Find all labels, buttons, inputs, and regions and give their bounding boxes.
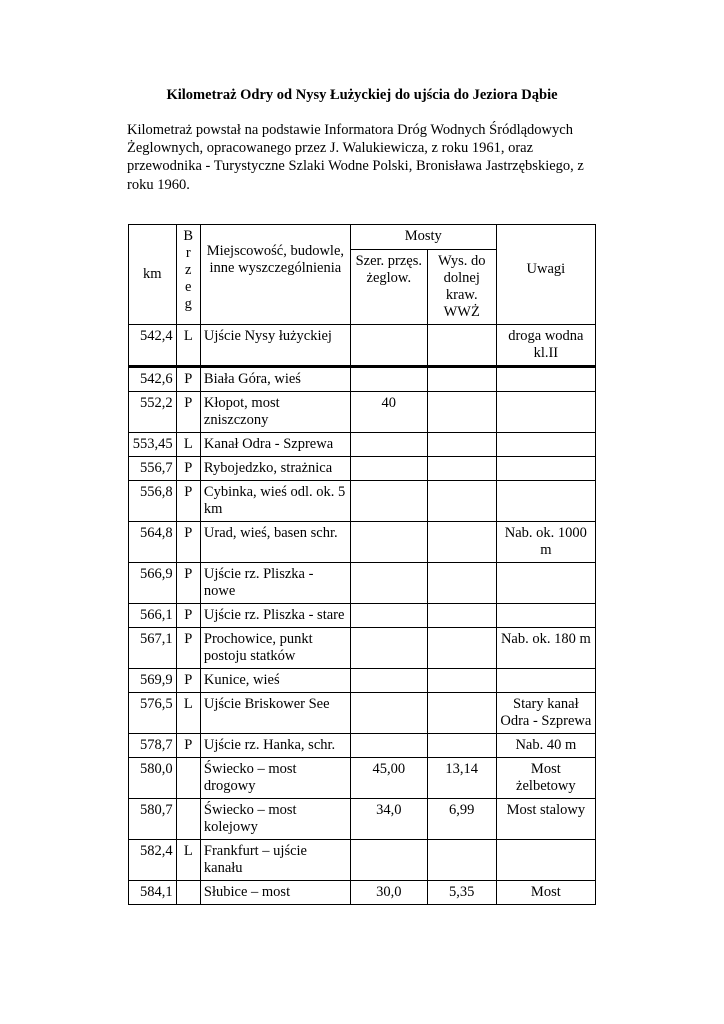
span-width-cell xyxy=(350,604,427,628)
clearance-cell xyxy=(427,840,496,881)
bank-cell: P xyxy=(176,563,200,604)
clearance-cell xyxy=(427,734,496,758)
span-width-cell: 30,0 xyxy=(350,881,427,905)
header-brzeg-letter: e xyxy=(185,279,192,295)
clearance-cell: 13,14 xyxy=(427,758,496,799)
table-row xyxy=(129,840,596,881)
span-width-cell xyxy=(350,840,427,881)
span-width-cell: 45,00 xyxy=(350,758,427,799)
place-cell: Świecko – most kolejowy xyxy=(200,799,350,840)
header-brzeg-letter: B xyxy=(183,228,194,244)
km-cell: 569,9 xyxy=(129,669,177,693)
notes-cell: Most xyxy=(496,881,595,905)
place-cell: Ujście Nysy łużyckiej xyxy=(200,325,350,367)
kilometrage-table xyxy=(128,224,596,905)
km-cell: 576,5 xyxy=(129,693,177,734)
span-width-cell xyxy=(350,669,427,693)
header-km: km xyxy=(129,225,177,325)
notes-cell: Nab. ok. 180 m xyxy=(496,628,595,669)
place-cell: Kanał Odra - Szprewa xyxy=(200,433,350,457)
bank-cell: L xyxy=(176,433,200,457)
table-row xyxy=(129,481,596,522)
place-cell: Świecko – most drogowy xyxy=(200,758,350,799)
notes-cell xyxy=(496,669,595,693)
bank-cell: P xyxy=(176,522,200,563)
bank-cell: L xyxy=(176,840,200,881)
table-row xyxy=(129,457,596,481)
place-cell: Cybinka, wieś odl. ok. 5 km xyxy=(200,481,350,522)
notes-cell: Most stalowy xyxy=(496,799,595,840)
table-row xyxy=(129,563,596,604)
bank-cell: L xyxy=(176,693,200,734)
clearance-cell xyxy=(427,628,496,669)
table-row xyxy=(129,669,596,693)
clearance-cell xyxy=(427,669,496,693)
bank-cell: P xyxy=(176,367,200,392)
km-cell: 580,7 xyxy=(129,799,177,840)
table-row xyxy=(129,734,596,758)
table-row xyxy=(129,693,596,734)
km-cell: 552,2 xyxy=(129,392,177,433)
bank-cell: P xyxy=(176,734,200,758)
clearance-cell xyxy=(427,325,496,367)
span-width-cell xyxy=(350,367,427,392)
span-width-cell xyxy=(350,457,427,481)
place-cell: Ujście rz. Pliszka - nowe xyxy=(200,563,350,604)
bank-cell xyxy=(176,881,200,905)
place-cell: Kunice, wieś xyxy=(200,669,350,693)
header-wys: Wys. do dolnej kraw. WWŻ xyxy=(427,250,496,325)
table-row xyxy=(129,433,596,457)
span-width-cell xyxy=(350,628,427,669)
clearance-cell xyxy=(427,481,496,522)
km-cell: 582,4 xyxy=(129,840,177,881)
bank-cell: P xyxy=(176,457,200,481)
clearance-cell xyxy=(427,693,496,734)
notes-cell: Nab. 40 m xyxy=(496,734,595,758)
bank-cell: P xyxy=(176,392,200,433)
notes-cell xyxy=(496,392,595,433)
place-cell: Urad, wieś, basen schr. xyxy=(200,522,350,563)
notes-cell: Nab. ok. 1000 m xyxy=(496,522,595,563)
km-cell: 584,1 xyxy=(129,881,177,905)
km-cell: 564,8 xyxy=(129,522,177,563)
place-cell: Biała Góra, wieś xyxy=(200,367,350,392)
table-row xyxy=(129,367,596,392)
bank-cell: P xyxy=(176,628,200,669)
table-row xyxy=(129,628,596,669)
header-brzeg xyxy=(176,225,200,325)
header-brzeg-letter: g xyxy=(184,296,192,312)
clearance-cell: 6,99 xyxy=(427,799,496,840)
place-cell: Ujście rz. Hanka, schr. xyxy=(200,734,350,758)
place-cell: Słubice – most xyxy=(200,881,350,905)
km-cell: 553,45 xyxy=(129,433,177,457)
table-row xyxy=(129,758,596,799)
notes-cell xyxy=(496,481,595,522)
notes-cell xyxy=(496,604,595,628)
header-mosty: Mosty xyxy=(350,225,496,250)
notes-cell: droga wodna kl.II xyxy=(496,325,595,367)
table-row xyxy=(129,392,596,433)
header-szer: Szer. przęs. żeglow. xyxy=(350,250,427,325)
clearance-cell xyxy=(427,433,496,457)
header-uwagi: Uwagi xyxy=(496,225,595,325)
span-width-cell xyxy=(350,563,427,604)
km-cell: 556,7 xyxy=(129,457,177,481)
table-row xyxy=(129,604,596,628)
notes-cell xyxy=(496,433,595,457)
place-cell: Ujście rz. Pliszka - stare xyxy=(200,604,350,628)
place-cell: Ujście Briskower See xyxy=(200,693,350,734)
bank-cell xyxy=(176,758,200,799)
notes-cell xyxy=(496,367,595,392)
span-width-cell xyxy=(350,522,427,563)
place-cell: Prochowice, punkt postoju statków xyxy=(200,628,350,669)
km-cell: 542,6 xyxy=(129,367,177,392)
span-width-cell xyxy=(350,325,427,367)
notes-cell xyxy=(496,457,595,481)
span-width-cell xyxy=(350,693,427,734)
km-cell: 566,9 xyxy=(129,563,177,604)
span-width-cell: 40 xyxy=(350,392,427,433)
header-brzeg-letter: r xyxy=(185,245,191,261)
km-cell: 578,7 xyxy=(129,734,177,758)
intro-paragraph: Kilometraż powstał na podstawie Informatora Dróg Wodnych Śródlądowych Żeglownych, opracowanego przez J. Walukiewicza, z roku 1961, oraz przewodnika - Turystyczne Szlaki Wodne Polski, Bronisława Jastrzębskiego, z roku 1960. xyxy=(127,122,584,193)
km-cell: 580,0 xyxy=(129,758,177,799)
place-cell: Kłopot, most zniszczony xyxy=(200,392,350,433)
km-cell: 566,1 xyxy=(129,604,177,628)
table-row xyxy=(129,799,596,840)
bank-cell: P xyxy=(176,481,200,522)
km-cell: 567,1 xyxy=(129,628,177,669)
bank-cell xyxy=(176,799,200,840)
clearance-cell xyxy=(427,604,496,628)
place-cell: Frankfurt – ujście kanału xyxy=(200,840,350,881)
span-width-cell: 34,0 xyxy=(350,799,427,840)
notes-cell xyxy=(496,840,595,881)
km-cell: 542,4 xyxy=(129,325,177,367)
clearance-cell xyxy=(427,457,496,481)
header-brzeg-letter: z xyxy=(185,262,192,278)
table-row xyxy=(129,325,596,367)
clearance-cell xyxy=(427,522,496,563)
notes-cell xyxy=(496,563,595,604)
clearance-cell: 5,35 xyxy=(427,881,496,905)
bank-cell: L xyxy=(176,325,200,367)
table-row xyxy=(129,881,596,905)
table-row xyxy=(129,522,596,563)
span-width-cell xyxy=(350,734,427,758)
bank-cell: P xyxy=(176,669,200,693)
span-width-cell xyxy=(350,433,427,457)
notes-cell: Stary kanał Odra - Szprewa xyxy=(496,693,595,734)
place-cell: Rybojedzko, strażnica xyxy=(200,457,350,481)
notes-cell: Most żelbetowy xyxy=(496,758,595,799)
bank-cell: P xyxy=(176,604,200,628)
km-cell: 556,8 xyxy=(129,481,177,522)
header-miejscowosc: Miejscowość, budowle, inne wyszczególnienia xyxy=(200,225,350,325)
span-width-cell xyxy=(350,481,427,522)
document-title: Kilometraż Odry od Nysy Łużyckiej do ujścia do Jeziora Dąbie xyxy=(166,87,558,103)
clearance-cell xyxy=(427,367,496,392)
table-body xyxy=(129,325,596,905)
clearance-cell xyxy=(427,563,496,604)
clearance-cell xyxy=(427,392,496,433)
